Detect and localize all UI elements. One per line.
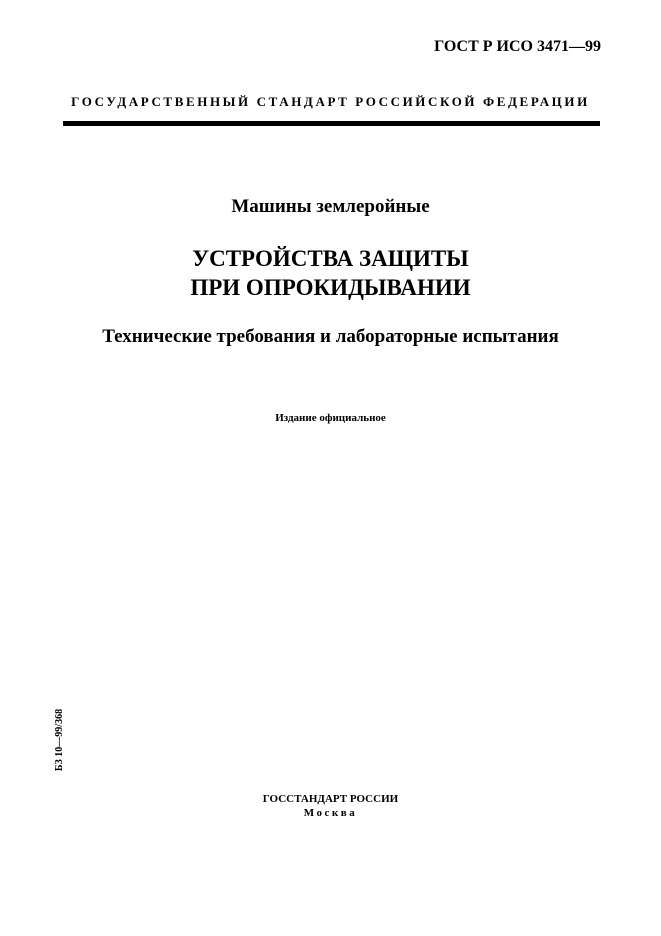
document-subtitle: Технические требования и лабораторные испытания: [102, 326, 559, 347]
publisher: ГОССТАНДАРТ РОССИИ: [262, 793, 399, 805]
document-title-line-2: ПРИ ОПРОКИДЫВАНИИ: [190, 275, 471, 300]
header-rule: [63, 121, 600, 126]
document-code: ГОСТ Р ИСО 3471—99: [434, 38, 601, 55]
document-title: [0, 244, 661, 302]
side-print-code: БЗ 10—99/368: [54, 708, 65, 772]
edition-note: Издание официальное: [275, 412, 386, 424]
document-title-line-1: УСТРОЙСТВА ЗАЩИТЫ: [192, 246, 469, 271]
state-standard-heading: ГОСУДАРСТВЕННЫЙ СТАНДАРТ РОССИЙСКОЙ ФЕДЕРАЦИИ: [71, 94, 590, 109]
publication-city: Москва: [303, 807, 358, 819]
document-subject: Машины землеройные: [231, 196, 430, 217]
